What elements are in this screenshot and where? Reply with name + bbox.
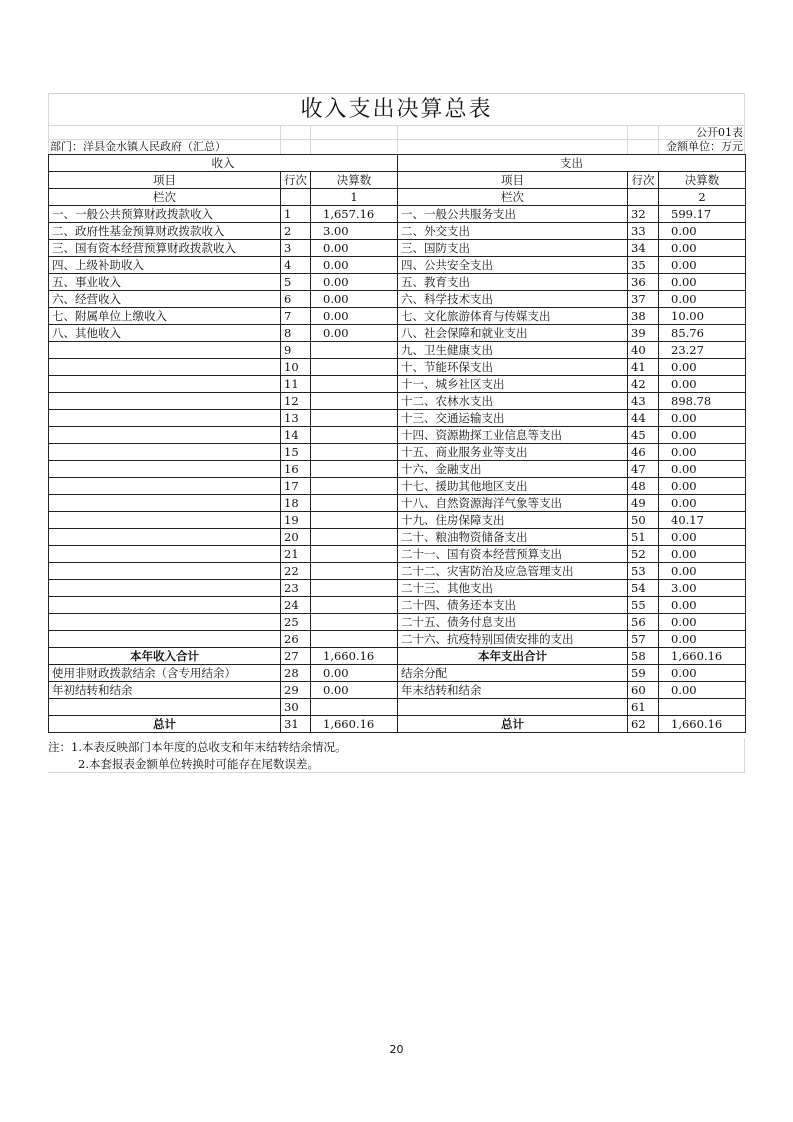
expense-amount-cell: 0.00	[659, 495, 746, 512]
expense-amount-cell: 0.00	[659, 376, 746, 393]
income-amount-cell: 0.00	[311, 308, 398, 325]
expense-amount-cell: 0.00	[659, 631, 746, 648]
income-amount-cell	[311, 597, 398, 614]
expense-row-number: 51	[628, 529, 659, 546]
income-item-cell	[49, 478, 281, 495]
grid-line	[397, 125, 398, 154]
table-row	[49, 529, 746, 546]
income-row-number: 29	[281, 682, 311, 699]
income-amount-cell: 0.00	[311, 682, 398, 699]
income-amount-cell: 0.00	[311, 240, 398, 257]
grid-line	[744, 93, 745, 154]
table-row	[49, 461, 746, 478]
income-item-cell	[49, 427, 281, 444]
income-item-cell: 一、一般公共预算财政拨款收入	[49, 206, 281, 223]
expense-item-cell: 二十四、债务还本支出	[398, 597, 628, 614]
table-row	[49, 614, 746, 631]
expense-amount-cell: 40.17	[659, 512, 746, 529]
expense-amount-cell: 0.00	[659, 274, 746, 291]
lanci-row	[49, 189, 746, 206]
expense-row-number: 32	[628, 206, 659, 223]
expense-item-cell: 总计	[398, 716, 628, 733]
table-row	[49, 376, 746, 393]
expense-amount-header: 决算数	[659, 172, 746, 189]
expense-item-cell: 十四、资源勘探工业信息等支出	[398, 427, 628, 444]
income-amount-cell	[311, 495, 398, 512]
income-amount-cell: 0.00	[311, 274, 398, 291]
expense-item-cell: 六、科学技术支出	[398, 291, 628, 308]
expense-amount-cell: 0.00	[659, 665, 746, 682]
expense-row-number: 43	[628, 393, 659, 410]
expense-row-number: 62	[628, 716, 659, 733]
expense-row-number: 41	[628, 359, 659, 376]
income-row-number: 7	[281, 308, 311, 325]
expense-item-cell: 十一、城乡社区支出	[398, 376, 628, 393]
income-item-cell	[49, 563, 281, 580]
income-amount-cell	[311, 580, 398, 597]
table-row	[49, 257, 746, 274]
expense-item-cell: 二十六、抗疫特别国债安排的支出	[398, 631, 628, 648]
income-amount-cell	[311, 461, 398, 478]
income-amount-cell	[311, 546, 398, 563]
expense-amount-cell: 0.00	[659, 461, 746, 478]
year-total-row	[49, 648, 746, 665]
expense-amount-cell: 3.00	[659, 580, 746, 597]
expense-row-number: 33	[628, 223, 659, 240]
expense-item-cell: 十八、自然资源海洋气象等支出	[398, 495, 628, 512]
expense-amount-cell: 0.00	[659, 410, 746, 427]
expense-row-number: 35	[628, 257, 659, 274]
expense-amount-cell: 10.00	[659, 308, 746, 325]
income-row-number: 24	[281, 597, 311, 614]
department-label: 部门：洋县金水镇人民政府（汇总）	[50, 140, 226, 153]
income-row-header: 行次	[281, 172, 311, 189]
income-row-number: 16	[281, 461, 311, 478]
income-amount-cell	[311, 563, 398, 580]
expense-item-cell: 二十一、国有资本经营预算支出	[398, 546, 628, 563]
income-item-cell: 五、事业收入	[49, 274, 281, 291]
page-title: 收入支出决算总表	[48, 93, 745, 126]
income-row-number: 31	[281, 716, 311, 733]
note-line-2: 2.本套报表金额单位转换时可能存在尾数误差。	[78, 757, 319, 771]
expense-row-number: 61	[628, 699, 659, 716]
income-item-cell	[49, 512, 281, 529]
section-header-row	[49, 155, 746, 172]
income-row-number: 28	[281, 665, 311, 682]
income-item-cell: 使用非财政拨款结余（含专用结余）	[49, 665, 281, 682]
expense-amount-cell: 0.00	[659, 223, 746, 240]
income-row-number: 8	[281, 325, 311, 342]
grid-line	[48, 772, 745, 773]
income-item-cell: 四、上级补助收入	[49, 257, 281, 274]
table-row	[49, 597, 746, 614]
expense-item-cell: 二十五、债务付息支出	[398, 614, 628, 631]
income-amount-cell: 3.00	[311, 223, 398, 240]
table-row	[49, 240, 746, 257]
table-row	[49, 274, 746, 291]
expense-row-number: 59	[628, 665, 659, 682]
expense-amount-cell: 0.00	[659, 614, 746, 631]
expense-row-number: 38	[628, 308, 659, 325]
expense-col-number: 2	[659, 189, 746, 206]
income-item-cell	[49, 342, 281, 359]
expense-row-number: 54	[628, 580, 659, 597]
column-header-row	[49, 172, 746, 189]
income-amount-cell	[311, 427, 398, 444]
expense-amount-cell: 0.00	[659, 240, 746, 257]
income-item-cell	[49, 614, 281, 631]
expense-amount-cell: 0.00	[659, 597, 746, 614]
income-row-number: 14	[281, 427, 311, 444]
income-item-cell: 本年收入合计	[49, 648, 281, 665]
income-amount-cell: 0.00	[311, 291, 398, 308]
expense-item-cell: 八、社会保障和就业支出	[398, 325, 628, 342]
income-amount-cell: 1,660.16	[311, 648, 398, 665]
table-row	[49, 699, 746, 716]
income-item-cell	[49, 529, 281, 546]
page-number: 20	[389, 1043, 404, 1056]
income-amount-cell: 1,657.16	[311, 206, 398, 223]
expense-row-header: 行次	[628, 172, 659, 189]
expense-row-number: 55	[628, 597, 659, 614]
expense-item-cell: 七、文化旅游体育与传媒支出	[398, 308, 628, 325]
table-row	[49, 342, 746, 359]
income-amount-cell	[311, 393, 398, 410]
table-row	[49, 393, 746, 410]
table-row	[49, 359, 746, 376]
table-row	[49, 682, 746, 699]
expense-item-cell: 三、国防支出	[398, 240, 628, 257]
table-row	[49, 291, 746, 308]
income-row-number: 27	[281, 648, 311, 665]
income-item-cell	[49, 393, 281, 410]
income-amount-cell: 1,660.16	[311, 716, 398, 733]
table-row	[49, 563, 746, 580]
table-row	[49, 325, 746, 342]
income-amount-cell	[311, 410, 398, 427]
income-item-cell: 八、其他收入	[49, 325, 281, 342]
expense-item-cell: 十三、交通运输支出	[398, 410, 628, 427]
expense-row-number: 48	[628, 478, 659, 495]
grid-line	[744, 738, 745, 772]
expense-row-number: 58	[628, 648, 659, 665]
expense-amount-cell: 0.00	[659, 291, 746, 308]
income-lanci: 栏次	[49, 189, 281, 206]
grid-line	[627, 125, 628, 154]
table-row	[49, 546, 746, 563]
form-code: 公开01表	[696, 126, 743, 139]
income-row-number: 2	[281, 223, 311, 240]
income-row-number: 22	[281, 563, 311, 580]
expense-item-cell: 一、一般公共服务支出	[398, 206, 628, 223]
income-item-cell	[49, 444, 281, 461]
income-item-cell	[49, 699, 281, 716]
income-amount-cell	[311, 444, 398, 461]
income-item-cell	[49, 461, 281, 478]
expense-item-cell: 十五、商业服务业等支出	[398, 444, 628, 461]
expense-item-cell: 结余分配	[398, 665, 628, 682]
expense-row-number: 49	[628, 495, 659, 512]
expense-amount-cell: 0.00	[659, 529, 746, 546]
expense-row-number: 37	[628, 291, 659, 308]
expense-item-header: 项目	[398, 172, 628, 189]
expense-amount-cell: 1,660.16	[659, 716, 746, 733]
expense-item-cell: 十九、住房保障支出	[398, 512, 628, 529]
expense-row-number: 39	[628, 325, 659, 342]
table-row	[49, 580, 746, 597]
expense-item-cell: 十七、援助其他地区支出	[398, 478, 628, 495]
table-row	[49, 665, 746, 682]
income-row-number: 12	[281, 393, 311, 410]
income-amount-header: 决算数	[311, 172, 398, 189]
expense-item-cell	[398, 699, 628, 716]
expense-row-number: 44	[628, 410, 659, 427]
income-amount-cell: 0.00	[311, 325, 398, 342]
income-amount-cell	[311, 478, 398, 495]
expense-row-number: 47	[628, 461, 659, 478]
income-row-number: 30	[281, 699, 311, 716]
expense-amount-cell: 0.00	[659, 546, 746, 563]
expense-row-number: 60	[628, 682, 659, 699]
income-item-cell	[49, 410, 281, 427]
income-row-number: 10	[281, 359, 311, 376]
income-row-number: 23	[281, 580, 311, 597]
income-item-cell	[49, 597, 281, 614]
expense-row-number: 52	[628, 546, 659, 563]
income-row-number: 6	[281, 291, 311, 308]
expense-amount-cell: 0.00	[659, 427, 746, 444]
income-row-number: 15	[281, 444, 311, 461]
income-row-number: 18	[281, 495, 311, 512]
income-item-cell: 二、政府性基金预算财政拨款收入	[49, 223, 281, 240]
income-amount-cell	[311, 359, 398, 376]
grid-line	[658, 125, 659, 154]
expense-item-cell: 本年支出合计	[398, 648, 628, 665]
expense-row-number: 53	[628, 563, 659, 580]
expense-amount-cell: 898.78	[659, 393, 746, 410]
expense-item-cell: 年末结转和结余	[398, 682, 628, 699]
unit-label: 金额单位：万元	[666, 140, 743, 153]
income-row-number: 1	[281, 206, 311, 223]
income-amount-cell	[311, 512, 398, 529]
income-item-cell	[49, 376, 281, 393]
expense-item-cell: 二十二、灾害防治及应急管理支出	[398, 563, 628, 580]
income-col-number: 1	[311, 189, 398, 206]
income-amount-cell	[311, 631, 398, 648]
income-amount-cell	[311, 529, 398, 546]
grid-line	[48, 93, 49, 154]
expense-row-number: 57	[628, 631, 659, 648]
table-row	[49, 427, 746, 444]
income-item-cell	[49, 631, 281, 648]
income-item-cell: 总计	[49, 716, 281, 733]
income-row-number: 4	[281, 257, 311, 274]
income-row-number: 3	[281, 240, 311, 257]
income-expense-table	[48, 154, 746, 733]
expense-amount-cell: 599.17	[659, 206, 746, 223]
empty-cell	[628, 189, 659, 206]
expense-item-cell: 十、节能环保支出	[398, 359, 628, 376]
expense-item-cell: 十二、农林水支出	[398, 393, 628, 410]
expense-amount-cell: 0.00	[659, 682, 746, 699]
expense-item-cell: 二十、粮油物资储备支出	[398, 529, 628, 546]
income-item-cell	[49, 546, 281, 563]
income-row-number: 9	[281, 342, 311, 359]
expense-row-number: 40	[628, 342, 659, 359]
table-row	[49, 631, 746, 648]
expense-amount-cell: 0.00	[659, 359, 746, 376]
note-line-1: 注：1.本表反映部门本年度的总收支和年末结转结余情况。	[48, 740, 347, 754]
income-item-cell: 七、附属单位上缴收入	[49, 308, 281, 325]
income-item-cell	[49, 580, 281, 597]
expense-item-cell: 四、公共安全支出	[398, 257, 628, 274]
income-item-cell	[49, 495, 281, 512]
table-row	[49, 512, 746, 529]
expense-row-number: 42	[628, 376, 659, 393]
expense-row-number: 34	[628, 240, 659, 257]
income-amount-cell	[311, 699, 398, 716]
income-row-number: 19	[281, 512, 311, 529]
income-row-number: 26	[281, 631, 311, 648]
income-row-number: 21	[281, 546, 311, 563]
income-item-cell	[49, 359, 281, 376]
income-row-number: 11	[281, 376, 311, 393]
table-row	[49, 410, 746, 427]
empty-cell	[281, 189, 311, 206]
expense-item-cell: 二、外交支出	[398, 223, 628, 240]
grid-line	[310, 125, 311, 154]
expense-amount-cell: 23.27	[659, 342, 746, 359]
income-amount-cell	[311, 342, 398, 359]
table-row	[49, 308, 746, 325]
income-item-header: 项目	[49, 172, 281, 189]
expense-amount-cell: 0.00	[659, 478, 746, 495]
expense-row-number: 56	[628, 614, 659, 631]
income-row-number: 17	[281, 478, 311, 495]
expense-amount-cell	[659, 699, 746, 716]
income-item-cell: 六、经营收入	[49, 291, 281, 308]
expense-amount-cell: 85.76	[659, 325, 746, 342]
expense-amount-cell: 0.00	[659, 444, 746, 461]
expense-row-number: 50	[628, 512, 659, 529]
income-amount-cell	[311, 376, 398, 393]
table-row	[49, 495, 746, 512]
income-row-number: 13	[281, 410, 311, 427]
expense-header: 支出	[398, 155, 746, 172]
income-row-number: 20	[281, 529, 311, 546]
expense-amount-cell: 0.00	[659, 563, 746, 580]
expense-item-cell: 五、教育支出	[398, 274, 628, 291]
income-item-cell: 年初结转和结余	[49, 682, 281, 699]
income-row-number: 5	[281, 274, 311, 291]
income-amount-cell	[311, 614, 398, 631]
expense-amount-cell: 1,660.16	[659, 648, 746, 665]
income-item-cell: 三、国有资本经营预算财政拨款收入	[49, 240, 281, 257]
table-row	[49, 478, 746, 495]
income-header: 收入	[49, 155, 398, 172]
grid-line	[280, 125, 281, 154]
expense-amount-cell: 0.00	[659, 257, 746, 274]
expense-row-number: 46	[628, 444, 659, 461]
expense-item-cell: 九、卫生健康支出	[398, 342, 628, 359]
table-row	[49, 223, 746, 240]
income-amount-cell: 0.00	[311, 665, 398, 682]
grand-total-row	[49, 716, 746, 733]
expense-lanci: 栏次	[398, 189, 628, 206]
expense-item-cell: 十六、金融支出	[398, 461, 628, 478]
expense-row-number: 45	[628, 427, 659, 444]
expense-item-cell: 二十三、其他支出	[398, 580, 628, 597]
income-row-number: 25	[281, 614, 311, 631]
income-amount-cell: 0.00	[311, 257, 398, 274]
expense-row-number: 36	[628, 274, 659, 291]
table-row	[49, 206, 746, 223]
table-row	[49, 444, 746, 461]
